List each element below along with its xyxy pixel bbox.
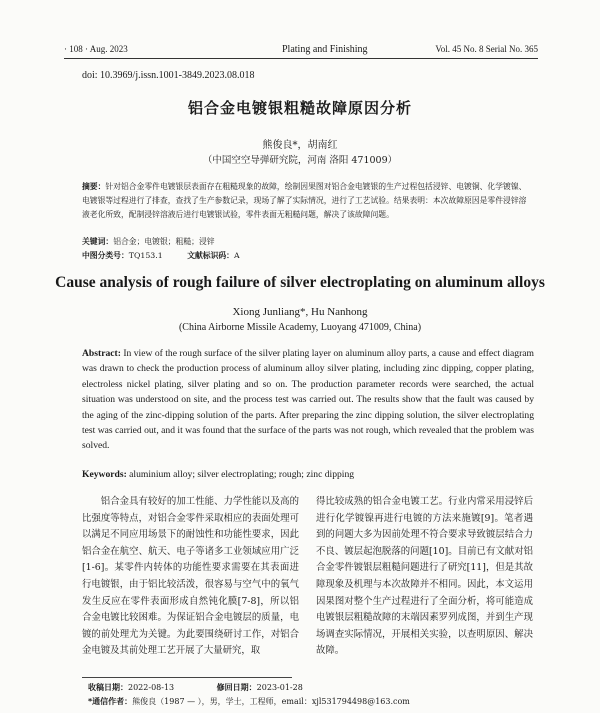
clc-label: 中图分类号： [82, 251, 129, 260]
keywords-cn-label: 关键词： [82, 237, 114, 246]
doc-code-label: 文献标识码： [187, 251, 234, 260]
body-column-right [316, 494, 533, 660]
footnote-rule [82, 677, 292, 678]
keywords-cn-text: 铝合金；电镀银；粗糙；浸锌 [113, 237, 215, 246]
doi[interactable]: doi: 10.3969/j.issn.1001-3849.2023.08.018 [82, 70, 255, 81]
authors-cn: 熊俊良*，胡南红 [262, 140, 338, 151]
abstract-en-text: In view of the rough surface of the silver plating layer on aluminum alloy parts, a cause and effect diagram was drawn to check the production process of aluminum alloy silver plating, including zinc dipping, copper plating, electroless nickel plating, silver plating and so on. The production parameter records were searched, the actual situation was understood on site, and the process test was carried out. The results show that the fault was caused by the aging of the zinc-dipping solution of the parts. After preparing the zinc dipping solution, the silver electroplating test was carried out, and it was found that the surface of the parts was not rough, which revealed that the problem was solved. [82, 348, 534, 452]
abstract-cn-label: 摘要： [82, 182, 106, 191]
header-volume: Vol. 45 No. 8 Serial No. 365 [435, 44, 538, 54]
received-label: 收稿日期： [88, 683, 128, 692]
received-date: 2022-08-13 [128, 683, 175, 692]
keywords-en [82, 469, 534, 480]
affiliation-en: (China Airborne Missile Academy, Luoyang 471009, China) [178, 322, 422, 333]
abstract-cn [82, 180, 534, 222]
clc-value: TQ153.1 [128, 251, 163, 260]
header-rule [64, 58, 538, 59]
body-column-left [82, 494, 299, 660]
revised-date: 2023-01-28 [256, 683, 303, 692]
affiliation-cn: （中国空空导弹研究院，河南 洛阳 471009） [202, 155, 398, 166]
classification-cn [82, 250, 240, 261]
header-journal-name: Plating and Finishing [282, 44, 368, 55]
revised-label: 修回日期： [216, 683, 257, 692]
author-info: 熊俊良（1987 — ），男，学士，工程师，email：xjl531794498@163.com [132, 697, 410, 706]
footnote-author [88, 696, 410, 707]
abstract-en-label: Abstract: [82, 348, 121, 359]
body-paragraph-right: 得比较成熟的铝合金电镀工艺。行业内常采用浸锌后进行化学镀镍再进行电镀的方法来施镀[9]。笔者遇到的问题大多为因前处理不符合要求导致镀层结合力不良、镀层起泡脱落的问题[10]。目前已有文献对铝合金零件镀银层粗糙问题进行了研究[11]，但是其故障现象及机理与本次故障并不相同。因此，本文运用因果图对整个生产过程进行了全面分析，将可能造成电镀银层粗糙故障的末端因素罗列成图，并到生产现场调查实际情况，开展相关实验，以查明原因、解决故障。 [316, 496, 533, 657]
footnote-dates [88, 682, 303, 693]
title-en: Cause analysis of rough failure of silver electroplating on aluminum alloys [55, 274, 545, 291]
header-page-date: · 108 · Aug. 2023 [64, 44, 128, 54]
keywords-en-text: aluminium alloy; silver electroplating; rough; zinc dipping [129, 469, 355, 480]
doc-code-value: A [233, 251, 240, 260]
author-label: *通信作者： [88, 697, 133, 706]
keywords-en-label: Keywords: [82, 469, 127, 480]
abstract-cn-text: 针对铝合金零件电镀银层表面存在粗糙现象的故障，绘制因果图对铝合金电镀银的生产过程包括浸锌、电镀铜、化学镀镍、电镀银等过程进行了排查，查找了生产参数记录，现场了解了实际情况，进行了工艺试验。结果表明：本次故障原因是零件浸锌溶液老化所致，配制浸锌溶液后进行电镀银试验，零件表面无粗糙问题，解决了该故障问题。 [82, 182, 527, 219]
authors-en: Xiong Junliang*, Hu Nanhong [232, 306, 368, 318]
running-header [64, 44, 538, 58]
keywords-cn [82, 236, 215, 247]
title-cn: 铝合金电镀银粗糙故障原因分析 [187, 99, 412, 117]
abstract-en [82, 346, 534, 454]
body-paragraph-left: 铝合金具有较好的加工性能、力学性能以及高的比强度等特点，对铝合金零件采取相应的表面处理可以满足不同应用场景下的耐蚀性和功能性要求，因此铝合金在航空、航天、电子等诸多工业领域应用广泛[1-6]。某零件内转体的功能性要求需要在其表面进行电镀银，由于铝比较活泼，很容易与空气中的氧气发生反应在零件表面形成自然钝化膜[7-8]，所以铝合金电镀比较困难。为保证铝合金电镀层的质量，电镀的前处理尤为关键。为此要围绕研讨工作，对铝合金电镀及其前处理工艺开展了大量研究，取 [82, 496, 299, 657]
